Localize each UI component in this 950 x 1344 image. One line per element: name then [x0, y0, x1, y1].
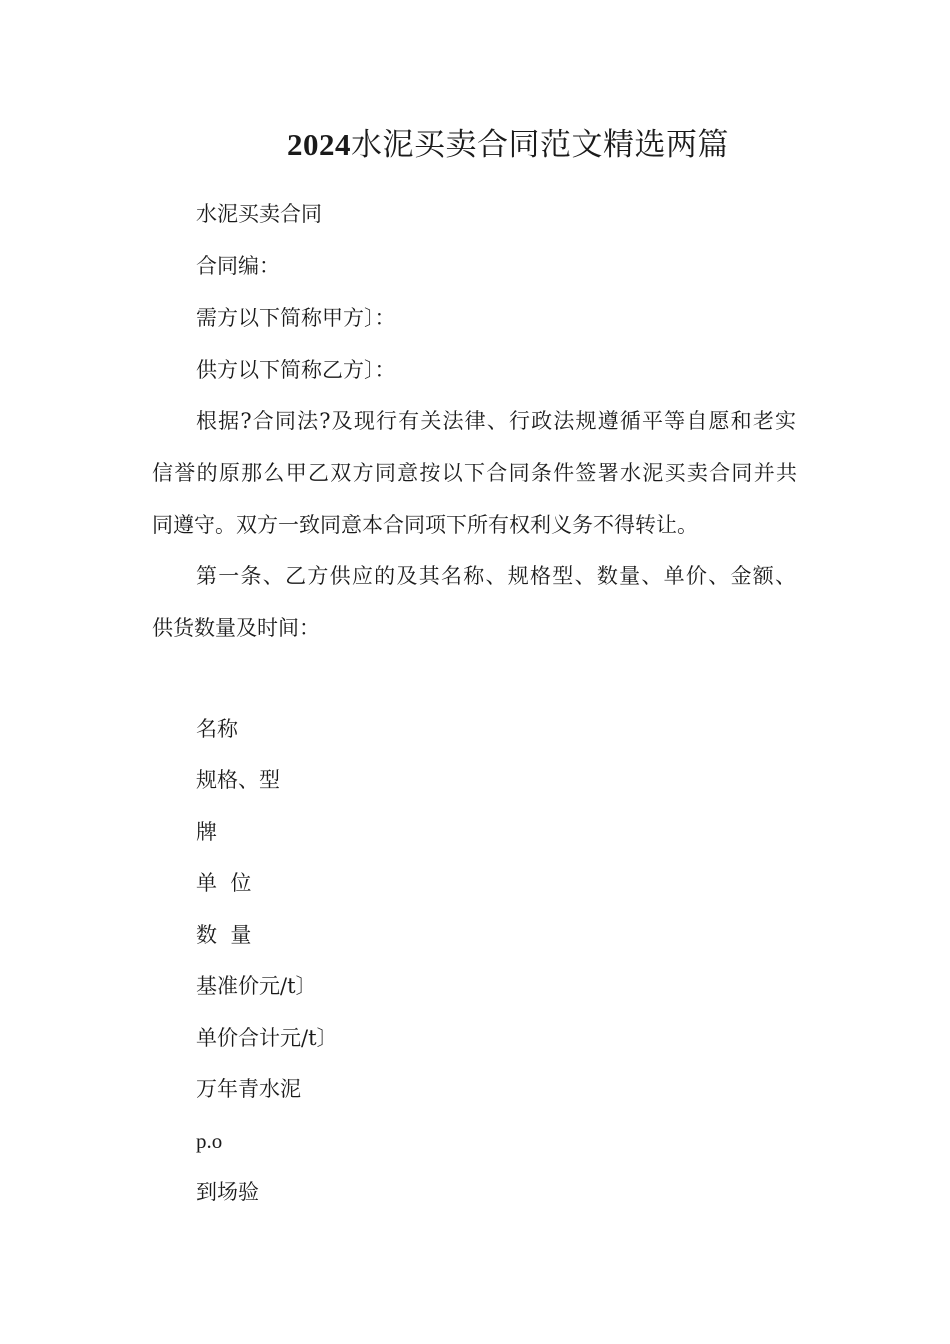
table-header-quantity: 数 量: [196, 923, 252, 947]
document-title: [0, 122, 950, 168]
title-text: 水泥买卖合同范文精选两篇: [351, 127, 729, 163]
table-header-unit: 单 位: [196, 871, 252, 895]
table-cell-product: 万年青水泥: [196, 1077, 301, 1101]
table-header-unit-total: 单价合计元/t〕: [196, 1026, 338, 1050]
party-b-label: 供方以下简称乙方〕：: [196, 358, 396, 382]
table-header-name: 名称: [196, 717, 238, 741]
table-cell-inspection: 到场验: [196, 1180, 259, 1204]
preamble-line-3: 同遵守。双方一致同意本合同项下所有权利义务不得转让。: [152, 513, 698, 537]
party-a-label: 需方以下简称甲方〕：: [196, 306, 396, 330]
article-one-line-2: 供货数量及时间：: [152, 616, 320, 640]
preamble-line-2: 信誉的原那么甲乙双方同意按以下合同条件签署水泥买卖合同并共: [152, 461, 797, 485]
table-header-brand: 牌: [196, 820, 217, 844]
contract-number-label: 合同编：: [196, 254, 280, 278]
title-year: 2024: [287, 127, 351, 162]
table-cell-grade: p.o: [196, 1129, 223, 1153]
preamble-line-1: 根据?合同法?及现行有关法律、行政法规遵循平等自愿和老实: [196, 409, 796, 433]
contract-heading: 水泥买卖合同: [196, 202, 322, 226]
article-one-line-1: 第一条、乙方供应的及其名称、规格型、数量、单价、金额、: [196, 564, 796, 588]
table-header-base-price: 基准价元/t〕: [196, 974, 317, 998]
table-header-spec: 规格、型: [196, 768, 280, 792]
